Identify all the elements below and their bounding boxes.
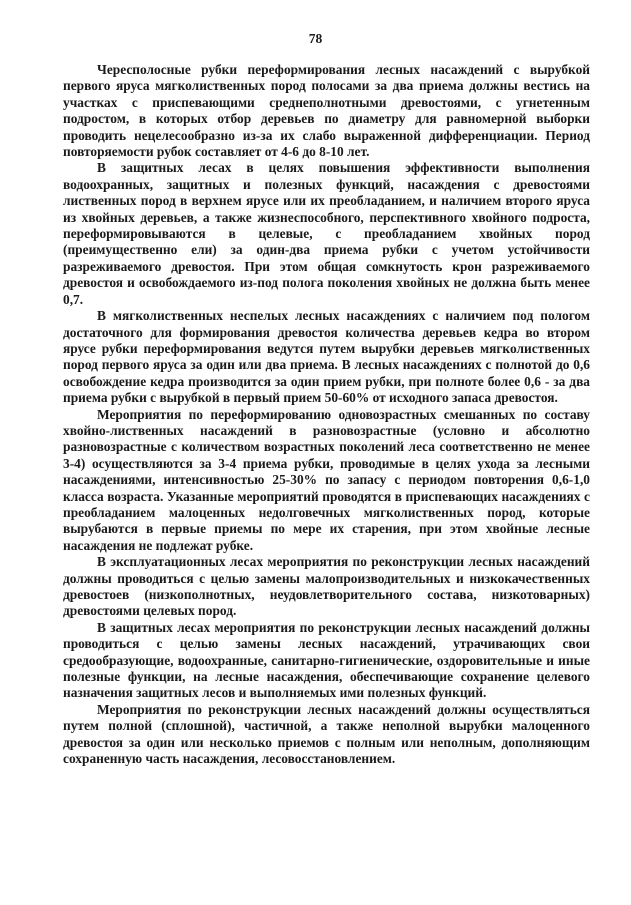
paragraph-5: В эксплуатационных лесах мероприятия по реконструкции лесных насаждений должны проводиться с целью замены малопроизводительных и низкокачественных древостоев (низкополнотных, неудовлетворительного состава, низкотоварных) древостоями целевых пород. [63, 554, 590, 619]
paragraph-7: Мероприятия по реконструкции лесных насаждений должны осуществляться путем полной (сплошной), частичной, а также неполной вырубки малоценного древостоя за один или несколько приемов с полным или неполным, дополняющим сохраненную часть насаждения, лесовосстановлением. [63, 701, 590, 767]
paragraph-4: Мероприятия по переформированию одновозрастных смешанных по составу хвойно-лиственных насаждений в разновозрастные (условно и абсолютно разновозрастные с количеством возрастных поколений леса соответственно не менее 3-4) осуществляются за 3-4 приема рубки, проводимые в целях ухода за лесными насаждениями, интенсивностью 25-30% по запасу с периодом повторения 0,6-1,0 класса возраста. Указанные мероприятий проводятся в приспевающих насаждениях с преобладанием малоценных недолговечных мягколиственных пород, которые вырубаются в первые приемы по мере их старения, при этом хвойные лесные насаждения не подлежат рубке. [63, 406, 590, 553]
paragraph-3: В мягколиственных неспелых лесных насаждениях с наличием под пологом достаточного для формирования древостоя количества деревьев кедра во втором ярусе рубки переформирования ведутся путем вырубки деревьев мягколиственных пород первого яруса за один или два приема. В лесных насаждениях с полнотой до 0,6 освобождение кедра производится за один прием рубки, при полноте более 0,6 - за два приема рубки с вырубкой в первый прием 50-60% от исходного запаса древостоя. [63, 308, 590, 406]
paragraph-6: В защитных лесах мероприятия по реконструкции лесных насаждений должны проводиться с целью замены лесных насаждений, утрачивающих свои средообразующие, водоохранные, санитарно-гигиенические, оздоровительные и иные полезные функции, на лесные насаждения, обеспечивающие сохранение целевого назначения защитных лесов и выполняемых ими полезных функций. [63, 619, 590, 701]
paragraph-2: В защитных лесах в целях повышения эффективности выполнения водоохранных, защитных и полезных функций, насаждения с древостоями лиственных пород в верхнем ярусе или их преобладанием, и наличием второго яруса из хвойных деревьев, а также жизнеспособного, перспективного хвойного подроста, переформировываются в целевые, с преобладанием хвойных пород (преимущественно ели) за один-два приема рубки с учетом устойчивости разреживаемого древостоя. При этом общая сомкнутость крон разреживаемого древостоя и освобождаемого из-под полога поколения хвойных не должна быть менее 0,7. [63, 160, 590, 307]
page-number: 78 [308, 31, 323, 46]
body-text [63, 62, 590, 767]
paragraph-1: Чересполосные рубки переформирования лесных насаждений с вырубкой первого яруса мягколиственных пород полосами за два приема должны вестись на участках с приспевающими среднеполнотными древостоями, с угнетенным подростом, в которых отбор деревьев по диаметру для равномерной выборки проводить нецелесообразно из-за их слабо выраженной дифференциации. Период повторяемости рубок составляет от 4-6 до 8-10 лет. [63, 62, 590, 160]
